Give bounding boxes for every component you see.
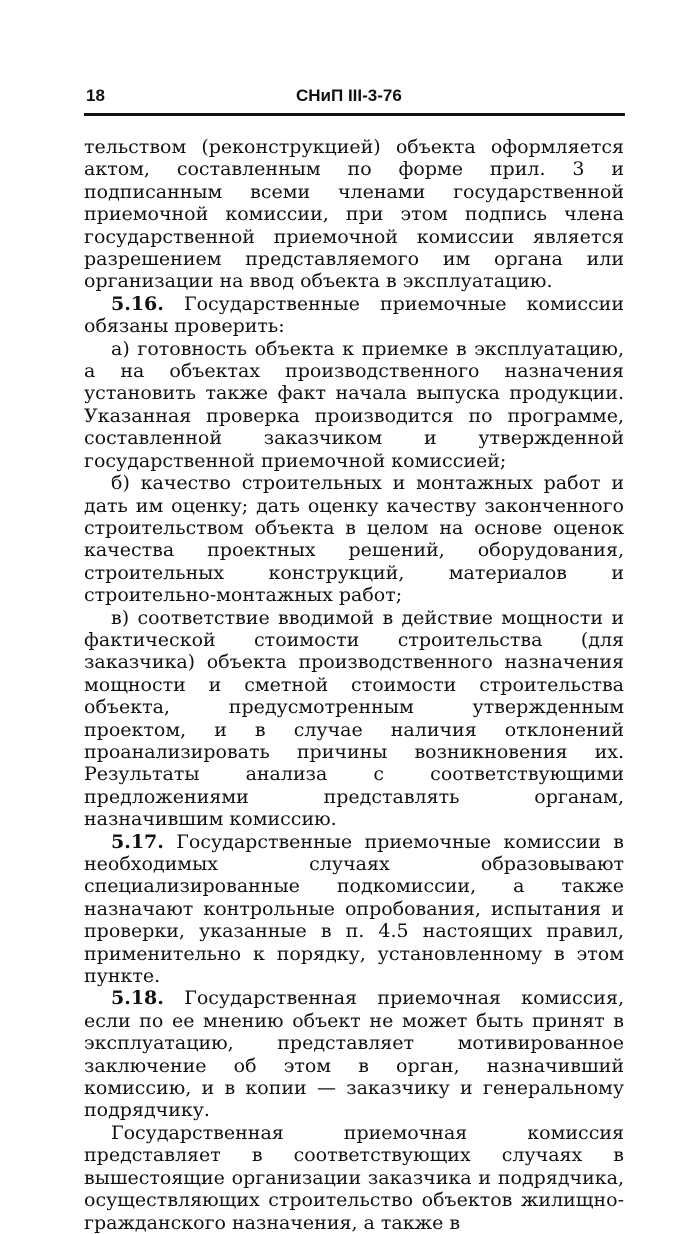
- paragraph-text: Государственные приемочные комиссии обязаны проверить:: [84, 292, 624, 338]
- paragraph-text: б) качество строительных и монтажных работ и дать им оценку; дать оценку качеству законченного строительством объекта в целом на основе оценок качества проектных решений, оборудования, строительных конструкций, материалов и строительно-монтажных работ;: [84, 472, 624, 607]
- paragraph-text: в) соответствие вводимой в действие мощности и фактической стоимости строительства (для заказчика) объекта производственного назначения мощности и сметной стоимости строительства объекта, предусмотренным утвержденным проектом, и в случае наличия отклонений проанализировать причины возникновения их. Результаты анализа с соответствующими предложениями представлять органам, назначившим комиссию.: [84, 606, 624, 831]
- paragraph-5-17: [84, 831, 624, 988]
- running-title: СНиП III-3-76: [296, 86, 402, 105]
- paragraph-text: а) готовность объекта к приемке в эксплуатацию, а на объектах производственного назначения установить также факт начала выпуска продукции. Указанная проверка производится по программе, составленной заказчиком и утвержденной государственной приемочной комиссией;: [84, 337, 624, 472]
- paragraph-text: Государственная приемочная комиссия, если по ее мнению объект не может быть принят в эксплуатацию, представляет мотивированное заключение об этом в орган, назначивший комиссию, и в копии — заказчику и генеральному подрядчику.: [84, 987, 624, 1122]
- clause-number: 5.18.: [111, 987, 164, 1010]
- page-number: 18: [86, 86, 105, 105]
- paragraph-text: тельством (реконструкцией) объекта оформляется актом, составленным по форме прил. 3 и подписанным всеми членами государственной приемочной комиссии, при этом подпись члена государственной приемочной комиссии является разрешением представляемого им органа или организации на ввод объекта в эксплуатацию.: [84, 136, 624, 293]
- paragraph-5-16: [84, 293, 624, 338]
- clause-number: 5.16.: [111, 292, 164, 315]
- paragraph-continuation: [84, 136, 624, 293]
- paragraph-item-v: [84, 607, 624, 831]
- paragraph-text: Государственная приемочная комиссия представляет в соответствующих случаях в вышестоящие организации заказчика и подрядчика, осуществляющих строительство объектов жилищно-гражданского назначения, а также в: [84, 1121, 624, 1234]
- paragraph-item-a: [84, 338, 624, 472]
- page-header: [86, 86, 624, 112]
- clause-number: 5.17.: [111, 830, 164, 853]
- paragraph-text: Государственные приемочные комиссии в необходимых случаях образовывают специализированные подкомиссии, а также назначают контрольные опробования, испытания и проверки, указанные в п. 4.5 настоящих правил, применительно к порядку, установленному в этом пункте.: [84, 830, 624, 988]
- header-rule: [84, 113, 625, 116]
- body-text: [84, 136, 624, 1234]
- paragraph-final: [84, 1122, 624, 1234]
- paragraph-item-b: [84, 472, 624, 606]
